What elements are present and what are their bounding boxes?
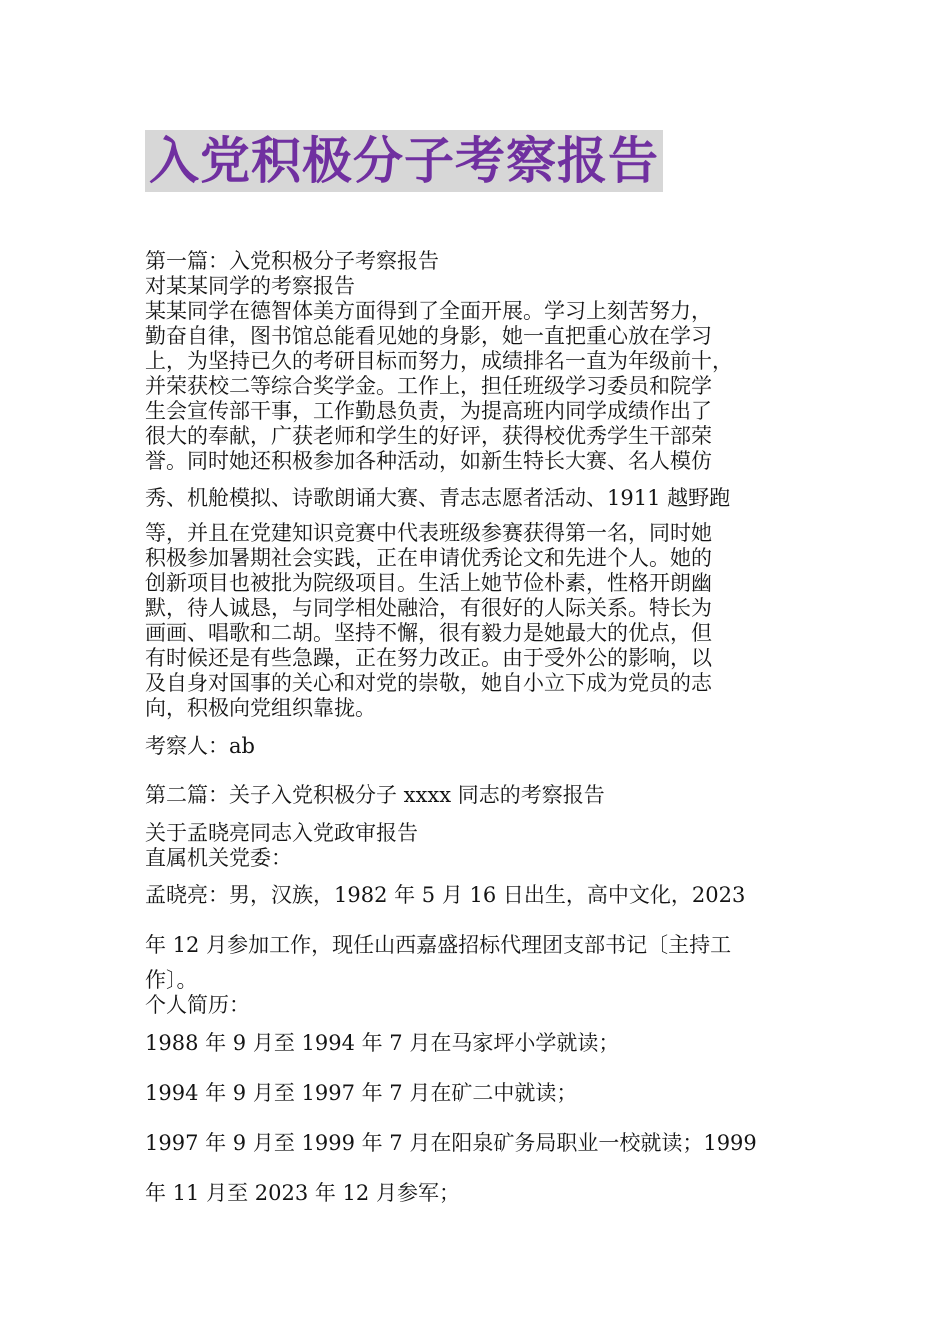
text-line: 1997 年 9 月至 1999 年 7 月在阳泉矿务局职业一校就读；1999 — [145, 1131, 757, 1155]
text-line: 勤奋自律，图书馆总能看见她的身影，她一直把重心放在学习 — [145, 324, 712, 348]
text-line: 生会宣传部干事，工作勤恳负责，为提高班内同学成绩作出了 — [145, 399, 712, 423]
text-line: 第一篇：入党积极分子考察报告 — [145, 249, 439, 273]
text-line: 第二篇：关子入党积极分子 xxxx 同志的考察报告 — [145, 783, 605, 807]
text-line: 考察人：ab — [145, 734, 255, 758]
text-line: 向，积极向党组织靠拢。 — [145, 696, 376, 720]
text-line: 年 12 月参加工作，现任山西嘉盛招标代理团支部书记〔主持工 — [145, 933, 732, 957]
text-line: 上，为坚持已久的考研目标而努力，成绩排名一直为年级前十， — [145, 349, 733, 373]
text-line: 很大的奉献，广获老师和学生的好评，获得校优秀学生干部荣 — [145, 424, 712, 448]
text-line: 创新项目也被批为院级项目。生活上她节俭朴素，性格开朗幽 — [145, 571, 712, 595]
text-line: 孟晓亮：男，汉族，1982 年 5 月 16 日出生，高中文化，2023 — [145, 883, 746, 907]
text-line: 等，并且在党建知识竞赛中代表班级参赛获得第一名，同时她 — [145, 521, 712, 545]
text-line: 秀、机舱模拟、诗歌朗诵大赛、青志志愿者活动、1911 越野跑 — [145, 486, 731, 510]
text-line: 1994 年 9 月至 1997 年 7 月在矿二中就读； — [145, 1081, 578, 1105]
text-line: 有时候还是有些急躁，正在努力改正。由于受外公的影响，以 — [145, 646, 712, 670]
text-line: 直属机关党委： — [145, 846, 292, 870]
text-line: 对某某同学的考察报告 — [145, 274, 355, 298]
text-line: 积极参加暑期社会实践，正在申请优秀论文和先进个人。她的 — [145, 546, 712, 570]
text-line: 画画、唱歌和二胡。坚持不懈，很有毅力是她最大的优点，但 — [145, 621, 712, 645]
text-line: 个人简历： — [145, 993, 250, 1017]
text-line: 年 11 月至 2023 年 12 月参军； — [145, 1181, 460, 1205]
text-line: 某某同学在德智体美方面得到了全面开展。学习上刻苦努力， — [145, 299, 712, 323]
text-line: 及自身对国事的关心和对党的崇敬，她自小立下成为党员的志 — [145, 671, 712, 695]
text-line: 誉。同时她还积极参加各种活动，如新生特长大赛、名人模仿 — [145, 449, 712, 473]
text-line: 并荣获校二等综合奖学金。工作上，担任班级学习委员和院学 — [145, 374, 712, 398]
document-title: 入党积极分子考察报告 — [145, 130, 663, 192]
text-line: 默，待人诚恳，与同学相处融洽，有很好的人际关系。特长为 — [145, 596, 712, 620]
text-line: 1988 年 9 月至 1994 年 7 月在马家坪小学就读； — [145, 1031, 620, 1055]
text-line: 作〕。 — [145, 968, 198, 992]
text-line: 关于孟晓亮同志入党政审报告 — [145, 821, 418, 845]
